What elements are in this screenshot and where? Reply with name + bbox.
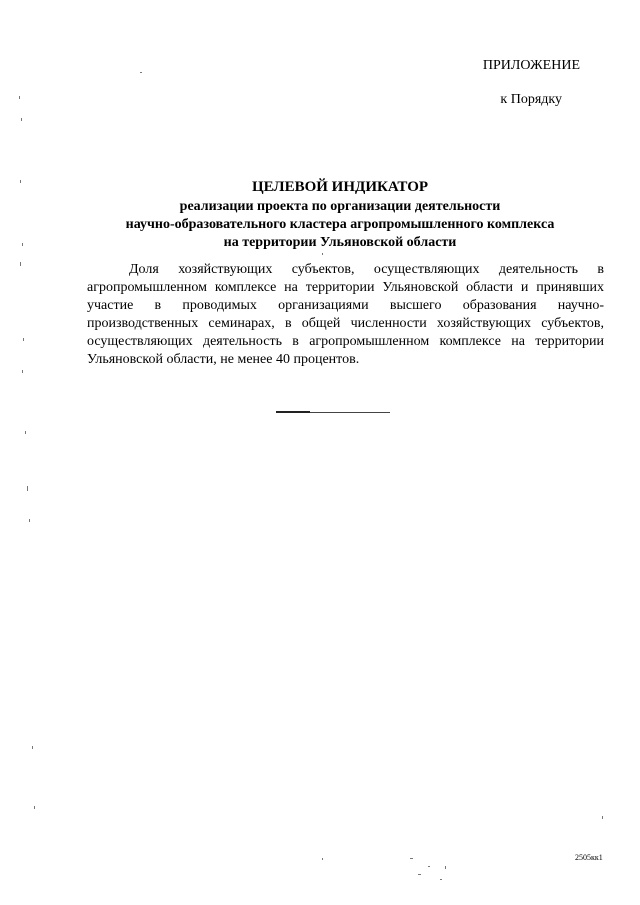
heading-line-3: на территории Ульяновской области <box>223 235 457 250</box>
document-heading <box>80 178 600 252</box>
scan-speck <box>19 96 20 99</box>
scan-speck <box>322 253 323 255</box>
scan-speck <box>428 866 430 867</box>
end-divider-mark <box>276 411 310 413</box>
appendix-subtitle: к Порядку <box>500 92 562 107</box>
scan-speck <box>21 118 22 121</box>
scan-speck <box>20 180 21 183</box>
body-paragraph: Доля хозяйствующих субъектов, осуществляющих деятельность в агропромышленном комплексе на территории Ульяновской области и принявших участие в проводимых организациями высшего образования научно-производственных семинарах, в общей численности хозяйствующих субъектов, осуществляющих деятельность в агропромышленном комплексе на территории Ульяновской области, не менее 40 процентов. <box>87 262 604 367</box>
scan-speck <box>20 262 21 266</box>
scan-speck <box>34 806 35 809</box>
heading-line-1: реализации проекта по организации деятельности <box>179 199 501 214</box>
scan-speck <box>29 519 30 522</box>
scan-speck <box>32 746 33 749</box>
scan-speck <box>23 338 24 341</box>
scan-speck <box>25 431 26 434</box>
scan-speck <box>322 858 323 860</box>
scan-speck <box>27 486 28 491</box>
scan-speck <box>440 879 442 880</box>
scan-speck <box>410 858 413 859</box>
scan-speck <box>418 874 421 875</box>
document-code: 2505кк1 <box>575 853 603 862</box>
scan-speck <box>602 816 603 819</box>
scan-speck <box>445 866 446 869</box>
heading-main: ЦЕЛЕВОЙ ИНДИКАТОР <box>251 179 429 195</box>
heading-line-2: научно-образовательного кластера агропромышленного комплекса <box>125 217 555 232</box>
scan-speck <box>140 72 142 73</box>
appendix-title: ПРИЛОЖЕНИЕ <box>482 58 580 73</box>
scan-speck <box>22 243 23 246</box>
scan-speck <box>22 370 23 373</box>
